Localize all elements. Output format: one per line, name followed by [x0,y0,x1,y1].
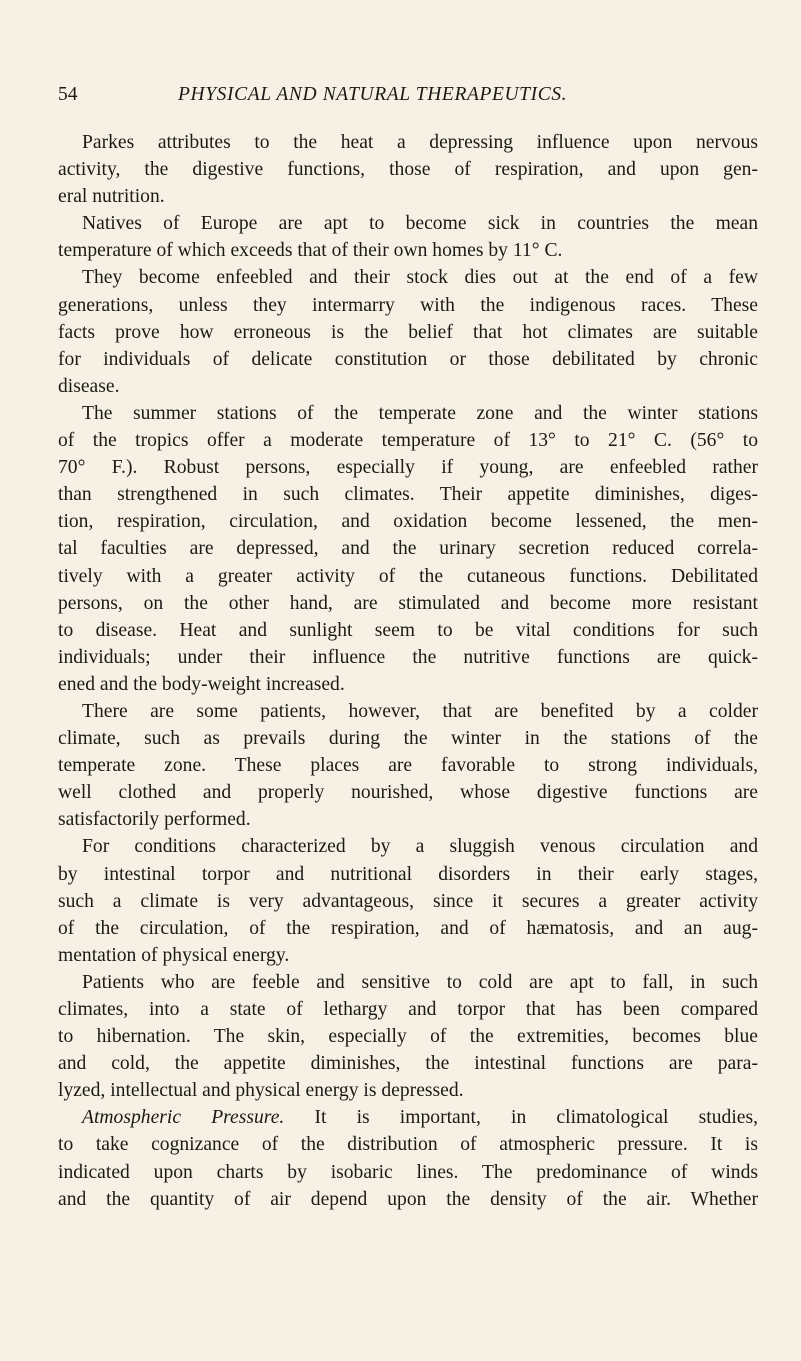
text-line [58,481,758,508]
text-line [58,861,758,888]
line-text: Parkes attributes to the heat a depressing influence upon nervous [82,132,758,153]
page-number: 54 [58,84,78,105]
text-line [58,1186,758,1213]
line-text: of the circulation, of the respiration, and of hæmatosis, and an aug- [58,917,758,939]
text-line [58,1023,758,1050]
text-line [58,888,758,915]
line-text: to hibernation. The skin, especially of the extremities, becomes blue [58,1026,758,1048]
line-text: Natives of Europe are apt to become sick in countries the mean [82,213,758,235]
line-text: and cold, the appetite diminishes, the intestinal functions are para- [58,1053,758,1075]
text-line [58,563,758,590]
text-line [58,725,758,752]
text-line [58,1050,758,1077]
line-text: such a climate is very advantageous, since it secures a greater activity [58,890,758,912]
text-line [58,671,758,698]
line-text: satisfactorily performed. [58,809,251,831]
text-line [58,833,758,860]
text-line [58,427,758,454]
running-title: PHYSICAL AND NATURAL THERAPEUTICS. [178,84,568,105]
text-line [58,508,758,535]
text-line [58,319,758,346]
line-text: temperate zone. These places are favorable to strong individuals, [58,755,758,777]
body-text [58,129,758,1213]
section-heading-inline: Atmospheric Pressure. [82,1107,285,1129]
text-line [58,996,758,1023]
text-line [58,1077,758,1104]
text-line [58,806,758,833]
line-text: 70° F.). Robust persons, especially if young, are enfeebled rather [58,457,758,479]
line-text: There are some patients, however, that are benefited by a colder [82,700,758,722]
text-line [58,264,758,291]
text-line [58,698,758,725]
line-text: tal faculties are depressed, and the urinary secretion reduced correla- [58,538,758,560]
line-text: It is important, in climatological studies, [314,1107,758,1129]
line-text: ened and the body-weight increased. [58,673,345,695]
text-line [58,942,758,969]
text-line [58,237,758,264]
line-text: individuals; under their influence the nutritive functions are quick- [58,646,758,668]
text-line [58,969,758,996]
line-text: than strengthened in such climates. Their appetite diminishes, diges- [58,484,758,506]
line-text: for individuals of delicate constitution or those debilitated by chronic [58,348,758,370]
text-line [58,752,758,779]
line-text: and the quantity of air depend upon the density of the air. Whether [58,1188,758,1210]
text-line [58,373,758,400]
text-line [58,1104,758,1131]
running-head [58,80,758,110]
text-line [58,590,758,617]
text-line [58,617,758,644]
line-text: to take cognizance of the distribution of atmospheric pressure. It is [58,1134,758,1156]
line-text: climate, such as prevails during the winter in the stations of the [58,728,758,750]
text-line [58,779,758,806]
text-line [58,535,758,562]
line-text: temperature of which exceeds that of their own homes by 11° C. [58,240,563,262]
line-text: generations, unless they intermarry with the indigenous races. These [58,294,758,316]
line-text: of the tropics offer a moderate temperature of 13° to 21° C. (56° to [58,430,758,452]
text-line [58,454,758,481]
line-text: tively with a greater activity of the cutaneous functions. Debilitated [58,565,758,587]
line-text: lyzed, intellectual and physical energy is depressed. [58,1080,464,1102]
line-text: indicated upon charts by isobaric lines. The predominance of winds [58,1161,758,1183]
text-line [58,156,758,183]
line-text: activity, the digestive functions, those of respiration, and upon gen- [58,159,758,181]
line-text: climates, into a state of lethargy and torpor that has been compared [58,999,758,1020]
text-line [58,1131,758,1158]
line-text: by intestinal torpor and nutritional disorders in their early stages, [58,863,758,885]
text-line [58,915,758,942]
line-text: disease. [58,375,120,397]
line-text: mentation of physical energy. [58,944,290,966]
text-line [58,292,758,319]
text-line [58,346,758,373]
line-text: persons, on the other hand, are stimulated and become more resistant [58,592,758,614]
text-line [58,400,758,427]
line-text: Patients who are feeble and sensitive to cold are apt to fall, in such [82,971,758,993]
line-text: tion, respiration, circulation, and oxidation become lessened, the men- [58,511,758,533]
line-text: facts prove how erroneous is the belief that hot climates are suitable [58,321,758,343]
line-text: eral nutrition. [58,186,165,208]
line-text: well clothed and properly nourished, whose digestive functions are [58,782,758,804]
text-line [58,1159,758,1186]
line-text: For conditions characterized by a sluggish venous circulation and [82,836,758,858]
text-line [58,644,758,671]
text-line [58,210,758,237]
line-text: to disease. Heat and sunlight seem to be vital conditions for such [58,619,758,641]
text-line [58,183,758,210]
text-line [58,129,758,156]
line-text: They become enfeebled and their stock dies out at the end of a few [82,267,758,289]
line-text: The summer stations of the temperate zone and the winter stations [82,402,758,424]
